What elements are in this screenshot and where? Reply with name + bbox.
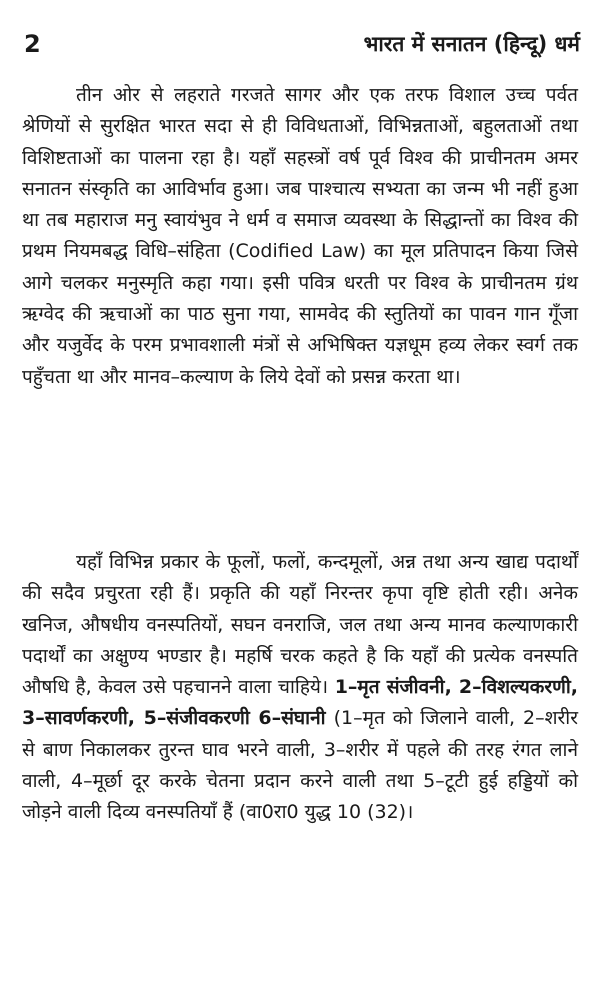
page-number: 2	[24, 30, 41, 58]
paragraph-2-rest: (1–मृत को जिलाने वाली, 2–शरीर से बाण निकालकर तुरन्त घाव भरने वाली, 3–शरीर में पहले की तरह रंगत लाने वाली, 4–मूर्छा दूर करके चेतना प्रदान करने वाली तथा 5–टूटी हुई हड्डियों को जोड़ने वाली दिव्य वनस्पतियाँ हैं (वा0रा0 युद्ध 10 (32)।	[22, 707, 579, 824]
running-title: भारत में सनातन (हिन्दू) धर्म	[363, 32, 580, 56]
paragraph-1: तीन ओर से लहराते गरजते सागर और एक तरफ विशाल उच्च पर्वत श्रेणियों से सुरक्षित भारत सदा से ही विविधताओं, विभिन्नताओं, बहुलताओं तथा विशिष्टताओं का पालना रहा है। यहाँ सहस्त्रों वर्ष पूर्व विश्व की प्राचीनतम अमर सनातन संस्कृति का आविर्भाव हुआ। जब पाश्चात्य सभ्यता का जन्म भी नहीं हुआ था तब महाराज मनु स्वायंभुव ने धर्म व समाज व्यवस्था के सिद्धान्तों का विश्व की प्रथम नियमबद्ध विधि–संहिता (Codified Law) का मूल प्रतिपादन किया जिसे आगे चलकर मनुस्मृति कहा गया। इसी पवित्र धरती पर विश्व के प्राचीनतम ग्रंथ ऋग्वेद की ऋचाओं का पाठ सुना गया, सामवेद की स्तुतियों का पावन गान गूँजा और यजुर्वेद के परम प्रभावशाली मंत्रों से अभिषिक्त यज्ञधूम हव्य लेकर स्वर्ग तक पहुँचता था और मानव–कल्याण के लिये देवों को प्रसन्न करता था।	[22, 84, 578, 388]
paragraph-2	[22, 547, 578, 829]
page-header	[24, 28, 580, 68]
herb-list-bold: 1–मृत संजीवनी, 2–विशल्यकरणी, 3–सावर्णकरणी, 5–संजीवकरणी 6–संघानी	[22, 676, 579, 730]
paragraph-2-intro: यहाँ विभिन्न प्रकार के फूलों, फलों, कन्दमूलों, अन्न तथा अन्य खाद्य पदार्थों की सदैव प्रचुरता रही हैं। प्रकृति की यहाँ निरन्तर कृपा वृष्टि होती रही। अनेक खनिज, औषधीय वनस्पतियों, सघन वनराजि, जल तथा अन्य मानव कल्याणकारी पदार्थों का अक्षुण्य भण्डार है। महर्षि चरक कहते है कि यहाँ की प्रत्येक वनस्पति औषधि है, केवल उसे पहचानने वाला चाहिये।	[22, 551, 578, 699]
